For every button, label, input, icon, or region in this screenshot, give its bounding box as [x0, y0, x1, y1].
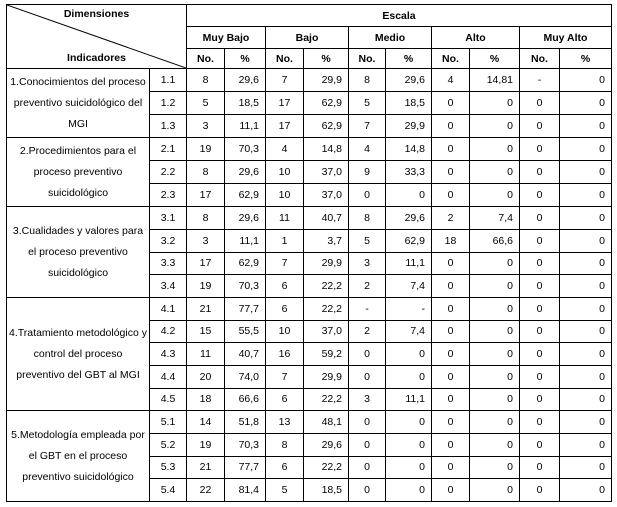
pct-cell: 70,3 — [225, 433, 266, 456]
count-cell: 6 — [266, 388, 304, 411]
pct-cell: 40,7 — [304, 207, 349, 230]
count-cell: 11 — [266, 207, 304, 230]
table-row — [7, 297, 612, 320]
pct-cell: 29,6 — [386, 69, 432, 92]
count-cell: 8 — [187, 161, 225, 184]
pct-cell: 0 — [470, 161, 520, 184]
pct-cell: 66,6 — [225, 388, 266, 411]
count-cell: 0 — [349, 365, 386, 388]
count-cell: 8 — [266, 433, 304, 456]
count-cell: 0 — [520, 184, 560, 207]
pct-cell: 14,8 — [304, 138, 349, 161]
item-code: 2.2 — [150, 161, 187, 184]
item-code: 5.3 — [150, 456, 187, 479]
count-cell: 0 — [349, 433, 386, 456]
pct-cell: 3,7 — [304, 229, 349, 252]
pct-cell: 0 — [470, 479, 520, 502]
pct-cell: 0 — [560, 411, 612, 434]
pct-cell: 70,3 — [225, 275, 266, 298]
pct-cell: 51,8 — [225, 411, 266, 434]
pct-cell: 0 — [470, 433, 520, 456]
count-cell: 0 — [520, 456, 560, 479]
table-row — [7, 411, 612, 434]
count-cell: 10 — [266, 320, 304, 343]
count-cell: 7 — [349, 115, 386, 138]
pct-cell: 7,4 — [386, 275, 432, 298]
pct-cell: 0 — [560, 320, 612, 343]
pct-cell: 29,6 — [225, 69, 266, 92]
count-cell: 7 — [266, 365, 304, 388]
pct-cell: 18,5 — [225, 92, 266, 115]
table-row — [7, 69, 612, 92]
count-cell: 6 — [266, 456, 304, 479]
count-cell: 8 — [187, 69, 225, 92]
pct-cell: 77,7 — [225, 297, 266, 320]
count-cell: 15 — [187, 320, 225, 343]
header-dimensiones-indicadores — [7, 5, 187, 69]
pct-cell: 0 — [560, 479, 612, 502]
item-code: 3.4 — [150, 275, 187, 298]
count-cell: 3 — [349, 252, 386, 275]
count-cell: 11 — [187, 343, 225, 366]
count-cell: 10 — [266, 184, 304, 207]
count-cell: 0 — [520, 207, 560, 230]
pct-cell: 0 — [560, 69, 612, 92]
pct-cell: 0 — [560, 138, 612, 161]
count-cell: 7 — [266, 252, 304, 275]
item-code: 5.1 — [150, 411, 187, 434]
count-cell: 0 — [520, 365, 560, 388]
pct-cell: 11,1 — [386, 252, 432, 275]
count-cell: 0 — [520, 275, 560, 298]
count-cell: 0 — [349, 479, 386, 502]
pct-cell: 18,5 — [304, 479, 349, 502]
count-cell: 0 — [520, 479, 560, 502]
pct-cell: 0 — [470, 456, 520, 479]
count-cell: 14 — [187, 411, 225, 434]
pct-cell: 0 — [560, 229, 612, 252]
count-cell: 0 — [432, 388, 470, 411]
count-cell: 8 — [187, 207, 225, 230]
pct-cell: 0 — [560, 297, 612, 320]
pct-cell: 0 — [560, 115, 612, 138]
pct-cell: 29,9 — [386, 115, 432, 138]
pct-cell: 33,3 — [386, 161, 432, 184]
pct-cell: 29,9 — [304, 252, 349, 275]
pct-cell: 11,1 — [225, 229, 266, 252]
count-cell: 10 — [266, 161, 304, 184]
pct-cell: 0 — [470, 297, 520, 320]
pct-cell: 66,6 — [470, 229, 520, 252]
item-code: 3.3 — [150, 252, 187, 275]
subheader-no: No. — [349, 49, 386, 69]
item-code: 4.5 — [150, 388, 187, 411]
count-cell: 0 — [520, 252, 560, 275]
count-cell: - — [349, 297, 386, 320]
count-cell: 21 — [187, 456, 225, 479]
pct-cell: 0 — [470, 343, 520, 366]
count-cell: 20 — [187, 365, 225, 388]
count-cell: 0 — [432, 297, 470, 320]
subheader-pct: % — [304, 49, 349, 69]
pct-cell: 0 — [560, 184, 612, 207]
subheader-pct: % — [386, 49, 432, 69]
subheader-no: No. — [266, 49, 304, 69]
pct-cell: 0 — [470, 92, 520, 115]
pct-cell: 70,3 — [225, 138, 266, 161]
pct-cell: 77,7 — [225, 456, 266, 479]
count-cell: 0 — [432, 275, 470, 298]
subheader-pct: % — [560, 49, 612, 69]
item-code: 2.1 — [150, 138, 187, 161]
pct-cell: 22,2 — [304, 275, 349, 298]
count-cell: 0 — [432, 343, 470, 366]
count-cell: 0 — [432, 365, 470, 388]
count-cell: 2 — [349, 320, 386, 343]
count-cell: 4 — [349, 138, 386, 161]
pct-cell: 0 — [560, 388, 612, 411]
pct-cell: 48,1 — [304, 411, 349, 434]
pct-cell: 81,4 — [225, 479, 266, 502]
count-cell: 2 — [432, 207, 470, 230]
item-code: 1.2 — [150, 92, 187, 115]
count-cell: 7 — [266, 69, 304, 92]
count-cell: 17 — [266, 115, 304, 138]
count-cell: 0 — [520, 411, 560, 434]
subheader-pct: % — [470, 49, 520, 69]
item-code: 1.1 — [150, 69, 187, 92]
pct-cell: 0 — [386, 479, 432, 502]
pct-cell: 37,0 — [304, 320, 349, 343]
count-cell: 22 — [187, 479, 225, 502]
count-cell: 19 — [187, 275, 225, 298]
pct-cell: 0 — [386, 343, 432, 366]
pct-cell: 0 — [386, 365, 432, 388]
subheader-pct: % — [225, 49, 266, 69]
count-cell: 5 — [349, 92, 386, 115]
count-cell: 19 — [187, 433, 225, 456]
pct-cell: 0 — [470, 275, 520, 298]
header-level-medio: Medio — [349, 27, 432, 49]
pct-cell: 11,1 — [386, 388, 432, 411]
item-code: 4.3 — [150, 343, 187, 366]
count-cell: 6 — [266, 275, 304, 298]
count-cell: 3 — [187, 229, 225, 252]
pct-cell: 74,0 — [225, 365, 266, 388]
pct-cell: 0 — [386, 433, 432, 456]
item-code: 5.4 — [150, 479, 187, 502]
count-cell: 17 — [266, 92, 304, 115]
pct-cell: 22,2 — [304, 456, 349, 479]
table-row — [7, 138, 612, 161]
count-cell: 0 — [349, 343, 386, 366]
item-code: 5.2 — [150, 433, 187, 456]
pct-cell: 7,4 — [386, 320, 432, 343]
header-dimensiones: Dimensiones — [63, 8, 130, 20]
count-cell: 0 — [432, 92, 470, 115]
pct-cell: 22,2 — [304, 297, 349, 320]
pct-cell: 0 — [470, 320, 520, 343]
pct-cell: 0 — [560, 433, 612, 456]
count-cell: 0 — [432, 411, 470, 434]
count-cell: 18 — [432, 229, 470, 252]
pct-cell: 62,9 — [225, 184, 266, 207]
count-cell: 0 — [432, 433, 470, 456]
indicator-cell: 5.Metodología empleada por el GBT en el proceso preventivo suicidológico — [7, 411, 150, 502]
results-table — [6, 4, 612, 502]
item-code: 4.1 — [150, 297, 187, 320]
count-cell: 0 — [349, 184, 386, 207]
pct-cell: 62,9 — [304, 92, 349, 115]
pct-cell: 0 — [560, 92, 612, 115]
pct-cell: 0 — [386, 456, 432, 479]
count-cell: 0 — [520, 161, 560, 184]
pct-cell: 62,9 — [386, 229, 432, 252]
count-cell: 5 — [266, 479, 304, 502]
header-escala: Escala — [187, 5, 612, 27]
indicator-cell: 3.Cualidades y valores para el proceso preventivo suicidológico — [7, 207, 150, 298]
count-cell: 4 — [432, 69, 470, 92]
pct-cell: 7,4 — [470, 207, 520, 230]
pct-cell: 62,9 — [225, 252, 266, 275]
count-cell: 0 — [520, 297, 560, 320]
pct-cell: 0 — [560, 252, 612, 275]
pct-cell: 14,81 — [470, 69, 520, 92]
count-cell: 0 — [432, 161, 470, 184]
count-cell: 0 — [520, 115, 560, 138]
indicator-cell: 2.Procedimientos para el proceso preventivo suicidológico — [7, 138, 150, 207]
count-cell: 0 — [432, 479, 470, 502]
pct-cell: 0 — [470, 411, 520, 434]
count-cell: 21 — [187, 297, 225, 320]
count-cell: 6 — [266, 297, 304, 320]
header-indicadores: Indicadores — [67, 52, 126, 64]
count-cell: 13 — [266, 411, 304, 434]
count-cell: 0 — [520, 388, 560, 411]
item-code: 3.1 — [150, 207, 187, 230]
pct-cell: 37,0 — [304, 184, 349, 207]
pct-cell: 29,6 — [386, 207, 432, 230]
count-cell: 16 — [266, 343, 304, 366]
count-cell: 0 — [432, 138, 470, 161]
item-code: 4.4 — [150, 365, 187, 388]
pct-cell: 0 — [560, 365, 612, 388]
count-cell: 0 — [432, 456, 470, 479]
item-code: 3.2 — [150, 229, 187, 252]
pct-cell: 11,1 — [225, 115, 266, 138]
pct-cell: 0 — [560, 343, 612, 366]
pct-cell: 29,6 — [225, 207, 266, 230]
count-cell: 3 — [187, 115, 225, 138]
pct-cell: 0 — [560, 275, 612, 298]
pct-cell: 14,8 — [386, 138, 432, 161]
count-cell: 0 — [520, 343, 560, 366]
pct-cell: 0 — [560, 207, 612, 230]
header-level-bajo: Bajo — [266, 27, 349, 49]
count-cell: 0 — [432, 320, 470, 343]
count-cell: 0 — [349, 456, 386, 479]
count-cell: 5 — [187, 92, 225, 115]
subheader-no: No. — [432, 49, 470, 69]
pct-cell: 0 — [470, 138, 520, 161]
pct-cell: 0 — [560, 456, 612, 479]
pct-cell: 0 — [470, 388, 520, 411]
count-cell: 8 — [349, 69, 386, 92]
count-cell: 0 — [520, 229, 560, 252]
pct-cell: - — [386, 297, 432, 320]
pct-cell: 29,6 — [304, 433, 349, 456]
count-cell: 17 — [187, 184, 225, 207]
count-cell: 0 — [349, 411, 386, 434]
count-cell: 5 — [349, 229, 386, 252]
subheader-no: No. — [187, 49, 225, 69]
pct-cell: 37,0 — [304, 161, 349, 184]
pct-cell: 0 — [470, 115, 520, 138]
count-cell: 3 — [349, 388, 386, 411]
count-cell: 0 — [520, 138, 560, 161]
count-cell: 1 — [266, 229, 304, 252]
pct-cell: 0 — [386, 411, 432, 434]
subheader-no: No. — [520, 49, 560, 69]
pct-cell: 18,5 — [386, 92, 432, 115]
indicator-cell: 4.Tratamiento metodológico y control del proceso preventivo del GBT al MGI — [7, 297, 150, 410]
count-cell: 2 — [349, 275, 386, 298]
indicator-cell: 1.Conocimientos del proceso preventivo suicidológico del MGI — [7, 69, 150, 138]
header-level-muy-bajo: Muy Bajo — [187, 27, 266, 49]
pct-cell: 55,5 — [225, 320, 266, 343]
pct-cell: 0 — [470, 252, 520, 275]
pct-cell: 59,2 — [304, 343, 349, 366]
count-cell: - — [520, 69, 560, 92]
item-code: 4.2 — [150, 320, 187, 343]
pct-cell: 0 — [386, 184, 432, 207]
pct-cell: 29,9 — [304, 69, 349, 92]
item-code: 2.3 — [150, 184, 187, 207]
pct-cell: 0 — [560, 161, 612, 184]
pct-cell: 29,9 — [304, 365, 349, 388]
count-cell: 17 — [187, 252, 225, 275]
count-cell: 0 — [520, 92, 560, 115]
count-cell: 0 — [432, 184, 470, 207]
header-level-muy-alto: Muy Alto — [520, 27, 612, 49]
pct-cell: 0 — [470, 184, 520, 207]
count-cell: 18 — [187, 388, 225, 411]
pct-cell: 40,7 — [225, 343, 266, 366]
count-cell: 0 — [432, 252, 470, 275]
count-cell: 9 — [349, 161, 386, 184]
count-cell: 4 — [266, 138, 304, 161]
count-cell: 0 — [520, 433, 560, 456]
table-row — [7, 207, 612, 230]
count-cell: 0 — [432, 115, 470, 138]
pct-cell: 0 — [470, 365, 520, 388]
count-cell: 19 — [187, 138, 225, 161]
pct-cell: 62,9 — [304, 115, 349, 138]
header-level-alto: Alto — [432, 27, 520, 49]
pct-cell: 29,6 — [225, 161, 266, 184]
count-cell: 8 — [349, 207, 386, 230]
count-cell: 0 — [520, 320, 560, 343]
pct-cell: 22,2 — [304, 388, 349, 411]
item-code: 1.3 — [150, 115, 187, 138]
